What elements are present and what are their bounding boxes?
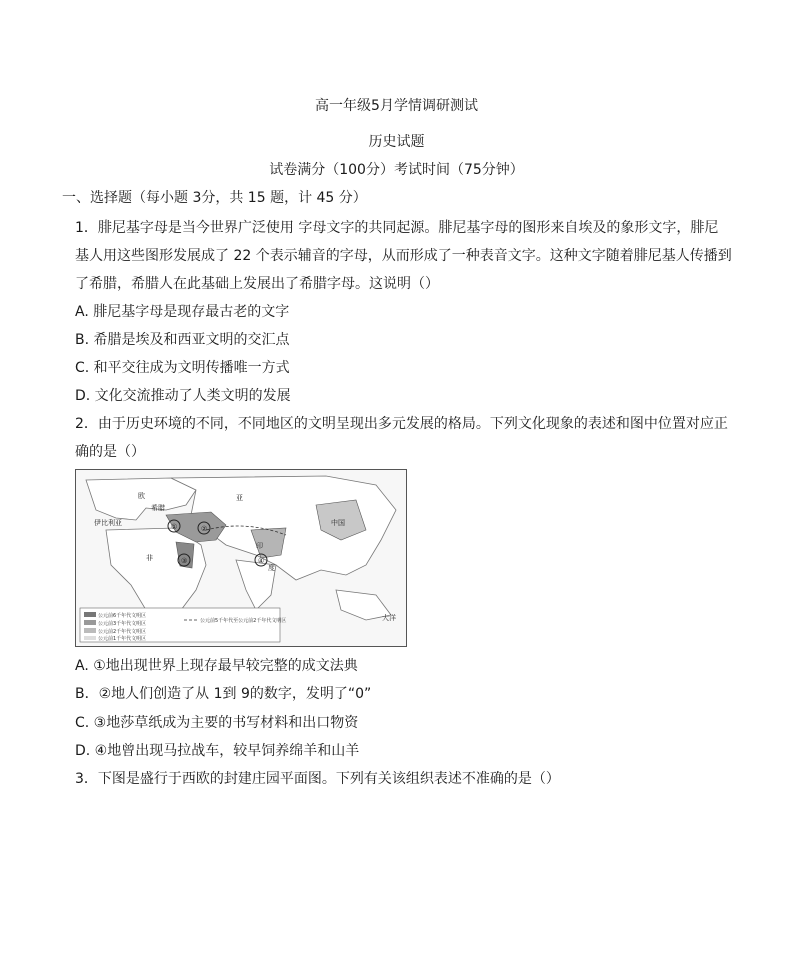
question-text-line: 2．由于历史环境的不同，不同地区的文明呈现出多元发展的格局。下列文化现象的表述和图中位置对应正 — [75, 416, 728, 432]
legend-4: 公元前1千年代文明区 — [98, 636, 147, 642]
option-c: C. ③地莎草纸成为主要的书写材料和出口物资 — [75, 715, 359, 731]
map-label-china: 中国 — [331, 519, 345, 527]
option-a: A. ①地出现世界上现存最早较完整的成文法典 — [75, 658, 358, 674]
question-text-line: 1．腓尼基字母是当今世界广泛使用 字母文字的共同起源。腓尼基字母的图形来自埃及的象形文字，腓尼 — [75, 220, 719, 236]
exam-meta: 试卷满分（100分）考试时间（75分钟） — [269, 162, 524, 178]
marker-2: ② — [201, 525, 208, 533]
legend-2: 公元前3千年代文明区 — [98, 621, 147, 627]
map-label-ocean: 大洋 — [382, 614, 396, 622]
section-heading: 一、选择题（每小题 3分，共 15 题，计 45 分） — [62, 190, 367, 206]
map-graphic — [76, 470, 406, 646]
marker-1: ① — [171, 523, 178, 531]
legend-1: 公元前6千年代文明区 — [98, 613, 147, 619]
option-b: B. 希腊是埃及和西亚文明的交汇点 — [75, 332, 290, 348]
question-text-line: 了希腊，希腊人在此基础上发展出了希腊字母。这说明（） — [75, 276, 439, 292]
marker-4: ④ — [258, 557, 265, 565]
map-label-iberia: 伊比利亚 — [94, 519, 122, 527]
legend-3: 公元前2千年代文明区 — [98, 629, 147, 635]
option-a: A. 腓尼基字母是现存最古老的文字 — [75, 304, 290, 320]
exam-title: 高一年级5月学情调研测试 — [315, 98, 478, 114]
option-d: D. ④地曾出现马拉战车，较早饲养绵羊和山羊 — [75, 743, 360, 759]
exam-subject: 历史试题 — [368, 134, 425, 150]
option-c: C. 和平交往成为文明传播唯一方式 — [75, 360, 290, 376]
question-text-line: 确的是（） — [75, 444, 145, 460]
question-text-line: 3．下图是盛行于西欧的封建庄园平面图。下列有关该组织表述不准确的是（） — [75, 771, 560, 787]
civilization-map — [75, 469, 407, 647]
map-label-africa: 非 — [146, 554, 153, 562]
map-label-india-1: 印 — [256, 542, 263, 550]
map-label-greece: 希腊 — [151, 504, 165, 512]
map-label-europe: 欧 — [138, 492, 145, 500]
map-label-india-2: 度 — [268, 564, 275, 572]
option-d: D. 文化交流推动了人类文明的发展 — [75, 388, 291, 404]
option-b: B．②地人们创造了从 1到 9的数字，发明了“0” — [75, 686, 372, 702]
marker-3: ③ — [181, 557, 188, 565]
map-label-asia: 亚 — [236, 494, 243, 502]
legend-5: 公元前5千年代至公元前2千年代文明区 — [200, 618, 287, 624]
question-text-line: 基人用这些图形发展成了 22 个表示辅音的字母，从而形成了一种表音文字。这种文字随着腓尼基人传播到 — [75, 248, 732, 264]
